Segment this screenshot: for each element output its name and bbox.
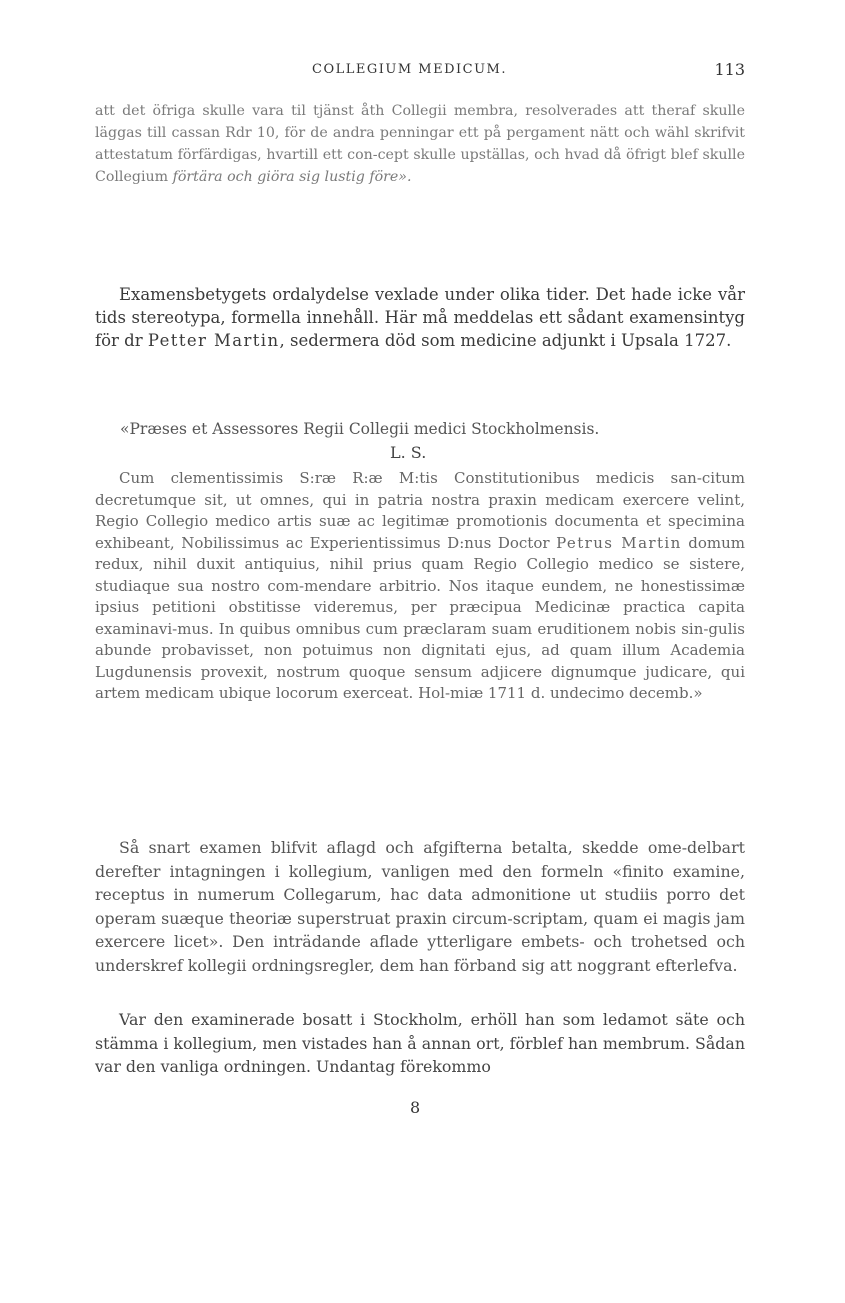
- locus-sigilli: L. S.: [390, 443, 427, 462]
- latin-heading: «Præses et Assessores Regii Collegii medici Stockholmensis.: [120, 420, 600, 438]
- paragraph-2: [95, 283, 745, 352]
- paragraph-2-text-before: Examensbetygets ordalydelse vexlade under olika tider. Det hade icke vår tids stereotypa, formella innehåll. Här må meddelas ett sådant examensintyg för dr: [95, 285, 745, 350]
- paragraph-3-latin: [95, 468, 745, 705]
- paragraph-1-italic: förtära och giöra sig lustig före».: [172, 169, 412, 185]
- paragraph-4: Så snart examen blifvit aflagd och afgifterna betalta, skedde ome-delbart derefter intagningen i kollegium, vanligen med den formeln «finito examine, receptus in numerum Collegarum, hac data admonitione ut studiis porro det operam suæque theoriæ superstruat praxin circum-scriptam, quam ei magis jam exercere licet». Den inträdande aflade ytterligare embets- och trohetsed och underskref kollegii ordningsregler, dem han förband sig att noggrant efterlefva.: [95, 838, 745, 975]
- paragraph-3-text-after: domum redux, nihil duxit antiquius, nihil prius quam Regio Collegio medico se sistere, studiaque sua nostro com-mendare arbitrio. Nos itaque eundem, ne honestissimæ ipsius petitioni obstitisse videremus, per præcipua Medicinæ practica capita examinavi-mus. In quibus omnibus cum præclaram suam eruditionem nobis sin-gulis abunde probavisset, non potuimus non dignitati ejus, ad quam illum Academia Lugdunensis provexit, nostrum quoque sensum adjicere dignumque judicare, qui artem medicam ubique locorum exerceat. Hol-miæ 1711 d. undecimo decemb.»: [95, 533, 745, 702]
- paragraph-1: [95, 100, 745, 188]
- paragraph-2-name: Petter Martin: [147, 331, 280, 350]
- page-number: 113: [714, 60, 745, 79]
- paragraph-3-text-before: Cum clementissimis S:ræ R:æ M:tis Constitutionibus medicis san-citum decretumque sit, ut omnes, qui in patria nostra praxin medicam exercere velint, Regio Collegio medico artis suæ ac legitimæ promotionis documenta et specimina exhibeant, Nobilissimus ac Experientissimus D:nus Doctor: [95, 469, 745, 552]
- paragraph-2-text-after: , sedermera död som medicine adjunkt i Upsala 1727.: [279, 331, 732, 350]
- running-title: COLLEGIUM MEDICUM.: [312, 62, 507, 77]
- paragraph-1-text: att det öfriga skulle vara til tjänst åth Collegii membra, resolverades att theraf skulle läggas till cassan Rdr 10, för de andra penningar ett på pergament nätt och wähl skrifvit attestatum förfärdigas, hvartill ett con-cept skulle upställas, och hvad då öfrigt blef skulle Collegium: [95, 103, 745, 185]
- paragraph-3-name: Petrus Martin: [556, 533, 682, 552]
- paragraph-5: Var den examinerade bosatt i Stockholm, erhöll han som ledamot säte och stämma i kollegium, men vistades han å annan ort, förblef han membrum. Sådan var den vanliga ordningen. Undantag förekommo: [95, 1010, 745, 1076]
- running-head: [0, 62, 845, 82]
- signature-mark: 8: [410, 1098, 421, 1117]
